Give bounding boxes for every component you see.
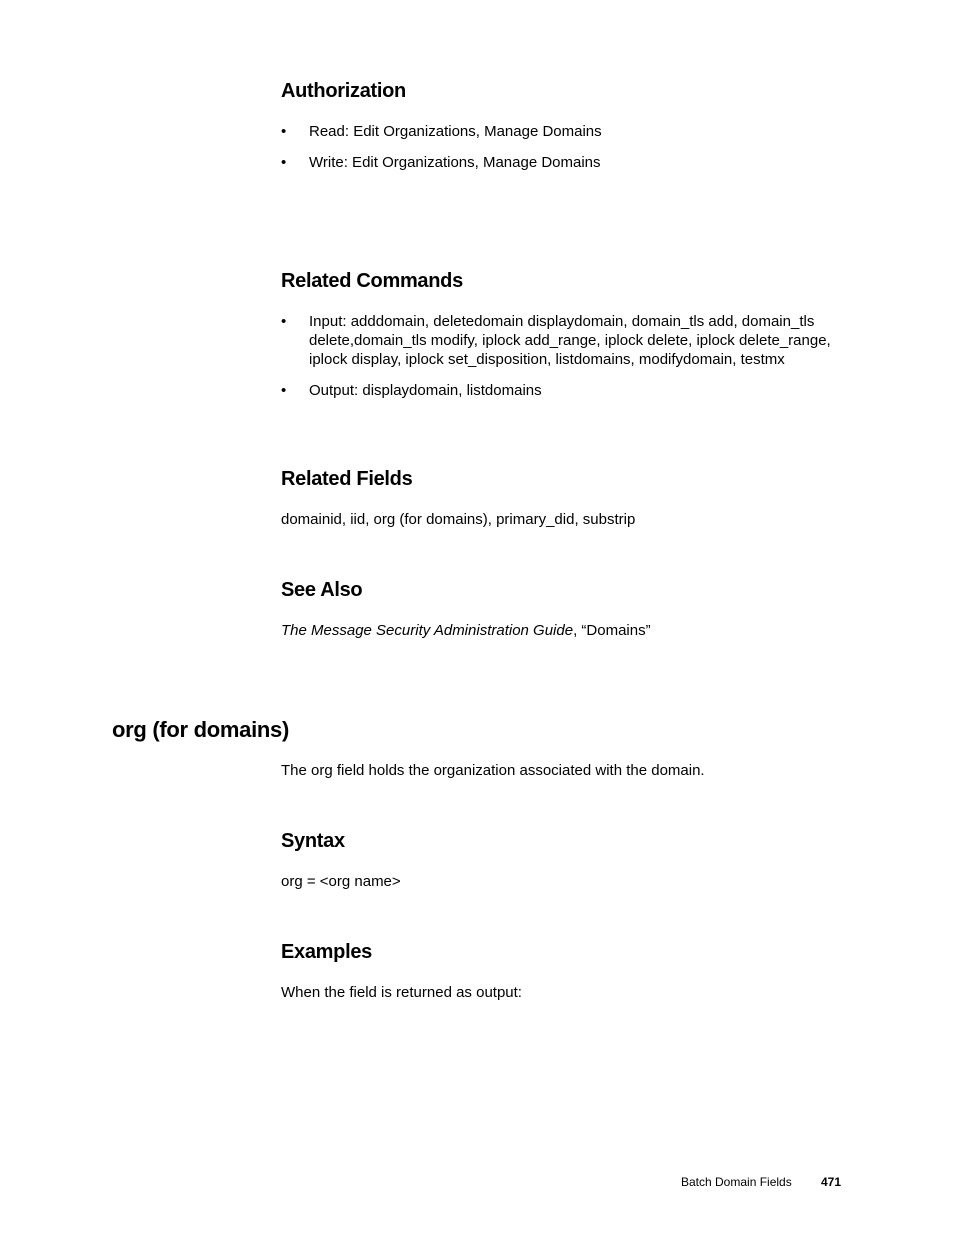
bullet-icon: • <box>281 313 287 330</box>
bullet-icon: • <box>281 382 287 399</box>
authorization-heading: Authorization <box>281 80 406 102</box>
list-item-text: Output: displaydomain, listdomains <box>309 382 542 399</box>
syntax-text: org = <org name> <box>281 873 401 890</box>
bullet-icon: • <box>281 154 287 171</box>
see-also-suffix: , “Domains” <box>573 622 651 639</box>
guide-title: The Message Security Administration Guide <box>281 622 574 639</box>
list-item-text: Input: adddomain, deletedomain displaydomain, domain_tls add, domain_tls delete,domain_tls modify, iplock add_range, iplock delete, iplock delete_range, iplock display, iplock set_disposition, listdomains, modifydomain, testmx <box>309 313 831 368</box>
page-number: 471 <box>821 1175 842 1189</box>
related-commands-heading: Related Commands <box>281 270 463 292</box>
list-item-text: Read: Edit Organizations, Manage Domains <box>309 123 602 140</box>
list-item <box>281 153 841 172</box>
examples-text: When the field is returned as output: <box>281 984 522 1001</box>
syntax-heading: Syntax <box>281 830 345 852</box>
examples-heading: Examples <box>281 941 372 963</box>
list-item <box>281 122 841 141</box>
bullet-icon: • <box>281 123 287 140</box>
footer-section-title: Batch Domain Fields <box>681 1175 792 1189</box>
authorization-list <box>281 122 841 184</box>
related-fields-heading: Related Fields <box>281 468 413 490</box>
related-fields-text: domainid, iid, org (for domains), primary_did, substrip <box>281 511 636 528</box>
see-also-text <box>281 621 841 640</box>
org-description: The org field holds the organization associated with the domain. <box>281 762 705 779</box>
see-also-heading: See Also <box>281 579 363 601</box>
list-item-text: Write: Edit Organizations, Manage Domains <box>309 154 601 171</box>
list-item <box>281 312 841 369</box>
list-item <box>281 381 841 400</box>
org-section-heading: org (for domains) <box>112 717 290 742</box>
related-commands-list <box>281 312 841 412</box>
